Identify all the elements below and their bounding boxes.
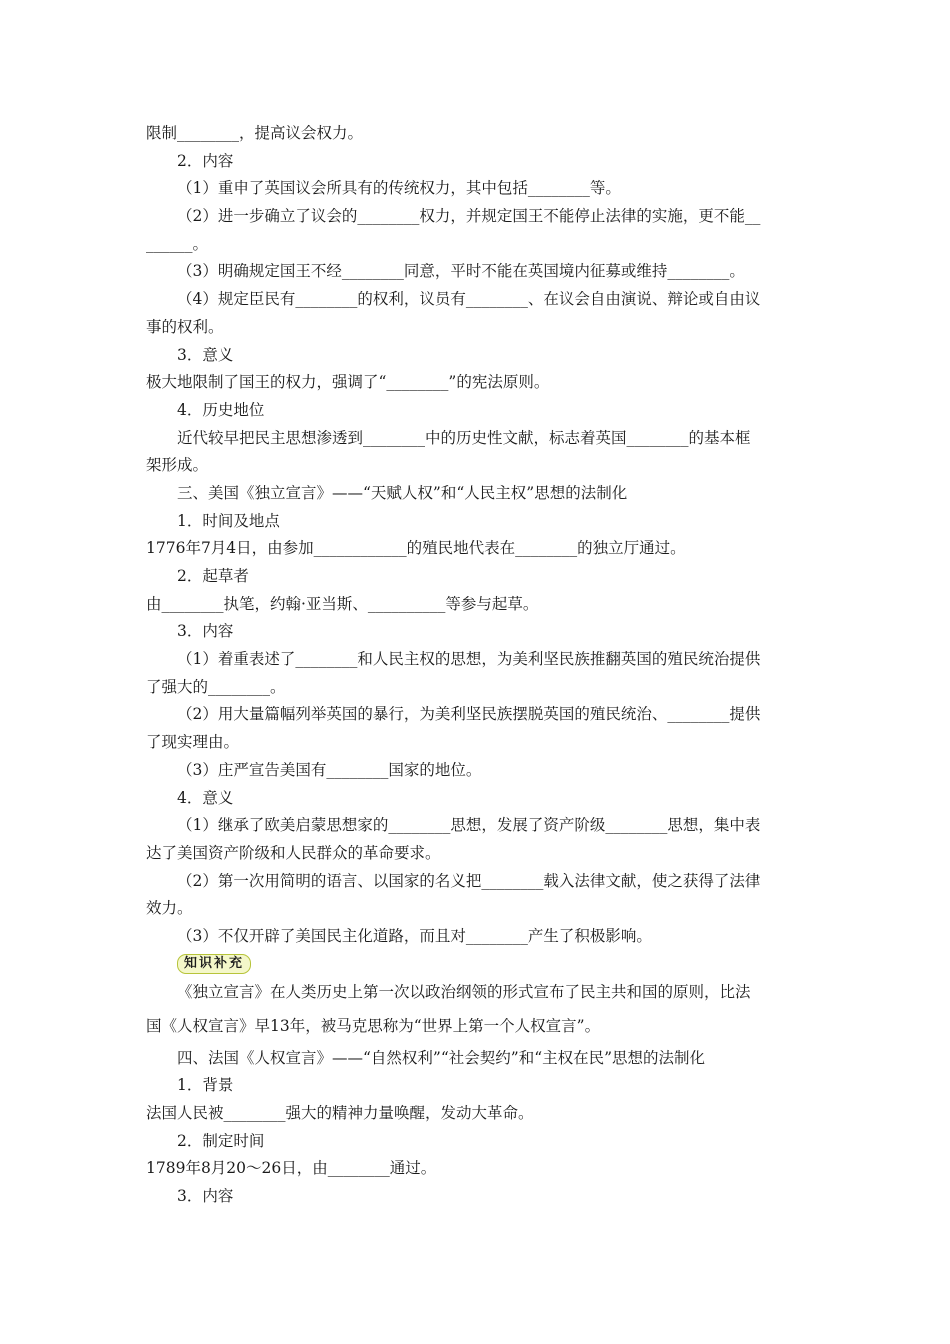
text-line: 限制________，提高议会权力。 bbox=[146, 124, 364, 142]
text-line: 2．起草者 bbox=[177, 567, 249, 585]
text-line: 1776年7月4日，由参加____________的殖民地代表在________的独立厅通过。 bbox=[146, 539, 686, 558]
text-line: （2）第一次用简明的语言、以国家的名义把________载入法律文献，使之获得了法律 bbox=[177, 871, 761, 890]
text-line: （4）规定臣民有________的权利，议员有________、在议会自由演说、辩论或自由议 bbox=[177, 290, 761, 309]
text-line: 近代较早把民主思想渗透到________中的历史性文献，标志着英国________的基本框 bbox=[177, 428, 751, 447]
section-british-bill bbox=[146, 120, 806, 951]
text-line: （1）继承了欧美启蒙思想家的________思想，发展了资产阶级________思想，集中表 bbox=[177, 816, 761, 835]
text-line: 《独立宣言》在人类历史上第一次以政治纲领的形式宣布了民主共和国的原则，比法 bbox=[177, 982, 751, 1001]
text-line: 4．历史地位 bbox=[177, 400, 265, 419]
text-line: 2．内容 bbox=[177, 151, 234, 170]
text-line: 效力。 bbox=[146, 899, 193, 918]
text-line: 架形成。 bbox=[146, 456, 209, 475]
text-line: （3）明确规定国王不经________同意，平时不能在英国境内征募或维持________。 bbox=[177, 262, 745, 281]
section-french-declaration bbox=[146, 1045, 806, 1211]
text-line: 事的权利。 bbox=[146, 317, 224, 336]
text-line: 国《人权宣言》早13年，被马克思称为“世界上第一个人权宣言”。 bbox=[146, 1016, 601, 1035]
text-line: 三、美国《独立宣言》——“天赋人权”和“人民主权”思想的法制化 bbox=[177, 483, 628, 502]
text-line: 由________执笔，约翰·亚当斯、__________等参与起草。 bbox=[146, 594, 539, 613]
text-line: 了强大的________。 bbox=[146, 677, 286, 696]
text-line: 达了美国资产阶级和人民群众的革命要求。 bbox=[146, 843, 441, 862]
text-line: 法国人民被________强大的精神力量唤醒，发动大革命。 bbox=[146, 1104, 534, 1122]
text-line: 1789年8月20～26日，由________通过。 bbox=[146, 1159, 437, 1178]
text-body bbox=[146, 120, 806, 1211]
text-line: 3．内容 bbox=[177, 622, 234, 641]
text-line: （3）不仅开辟了美国民主化道路，而且对________产生了积极影响。 bbox=[177, 926, 652, 945]
text-line: 2．制定时间 bbox=[177, 1131, 265, 1150]
text-line: （3）庄严宣告美国有________国家的地位。 bbox=[177, 760, 482, 779]
text-line: 3．内容 bbox=[177, 1187, 234, 1206]
supplement-badge-row bbox=[146, 951, 806, 977]
supplement-text bbox=[146, 977, 806, 1045]
text-line: 极大地限制了国王的权力，强调了“________”的宪法原则。 bbox=[146, 373, 550, 392]
text-line: 1．时间及地点 bbox=[177, 511, 280, 530]
text-line: （2）用大量篇幅列举英国的暴行，为美利坚民族摆脱英国的殖民统治、________提供 bbox=[177, 705, 761, 724]
text-line: （1）重申了英国议会所具有的传统权力，其中包括________等。 bbox=[177, 179, 621, 198]
text-line: 4．意义 bbox=[177, 788, 234, 807]
text-line: 1．背景 bbox=[177, 1076, 234, 1095]
text-line: （2）进一步确立了议会的________权力，并规定国王不能停止法律的实施，更不能__ bbox=[177, 207, 761, 226]
text-line: （1）着重表述了________和人民主权的思想，为美利坚民族推翻英国的殖民统治提供 bbox=[177, 650, 761, 669]
text-line: 了现实理由。 bbox=[146, 733, 240, 752]
text-line: ______。 bbox=[146, 234, 209, 253]
text-line: 3．意义 bbox=[177, 345, 234, 364]
knowledge-supplement-badge: 知识补充 bbox=[177, 954, 251, 974]
text-line: 四、法国《人权宣言》——“自然权利”“社会契约”和“主权在民”思想的法制化 bbox=[177, 1048, 706, 1067]
